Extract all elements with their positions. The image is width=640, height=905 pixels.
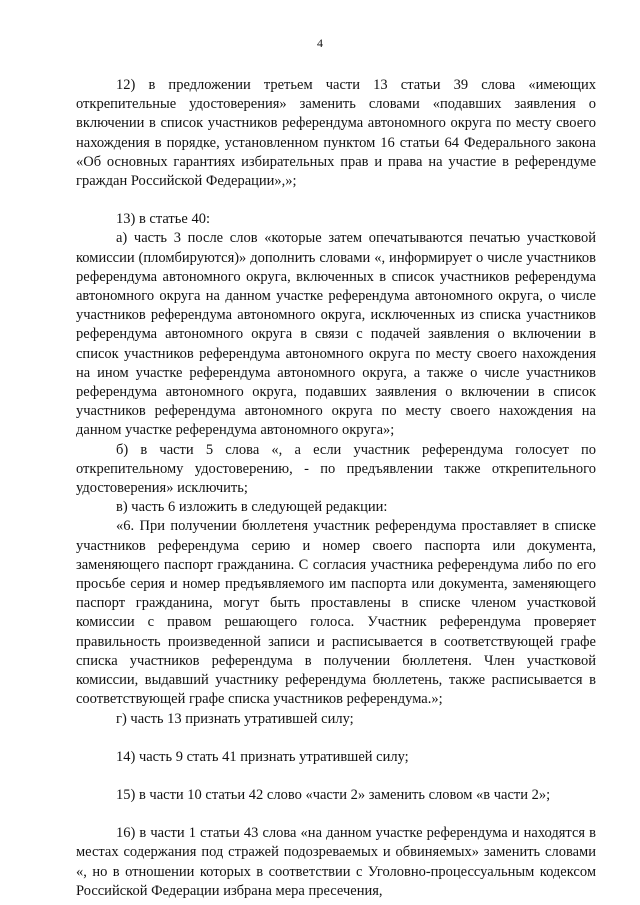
paragraph-item-13a: а) часть 3 после слов «которые затем опечатываются печатью участковой комиссии (пломбируются)» дополнить словами «, информирует о числе участников референдума автономного округа, включенных в список участников референдума автономного округа на данном участке референдума автономного округа, о числе участников референдума автономного округа, исключенных из списка участников референдума автономного округа в связи с подачей заявления о включении в список участников референдума автономного округа по месту своего нахождения на ином участке референдума автономного округа, а также о числе участников референдума автономного округа, подавших заявления о включении в список участников референдума автономного округа по месту своего нахождения на данном участке референдума автономного округа»; bbox=[76, 230, 596, 439]
paragraph-item-16: 16) в части 1 статьи 43 слова «на данном участке референдума и находятся в местах содержания под стражей подозреваемых и обвиняемых» заменить словами «, но в отношении которых в соответствии с Уголовно-процессуальным кодексом Российской Федерации избрана мера пресечения, bbox=[76, 825, 596, 899]
paragraph-item-14: 14) часть 9 стать 41 признать утратившей силу; bbox=[116, 748, 409, 765]
paragraph-item-13: 13) в статье 40: bbox=[116, 211, 210, 228]
paragraph-item-12: 12) в предложении третьем части 13 статьи 39 слова «имеющих открепительные удостоверения» заменить словами «подавших заявления о включении в список участников референдума автономного округа по месту своего нахождения в порядке, установленном пунктом 16 статьи 64 Федерального закона «Об основных гарантиях избирательных прав и права на участие в референдуме граждан Российской Федерации»,»; bbox=[76, 77, 596, 190]
paragraph-item-15: 15) в части 10 статьи 42 слово «части 2» заменить словом «в части 2»; bbox=[116, 786, 551, 803]
quoted-article-6: «6. При получении бюллетеня участник референдума проставляет в списке участников референдума серию и номер своего паспорта или документа, заменяющего паспорт гражданина. С согласия участника референдума либо по его просьбе серия и номер предъявляемого им паспорта или документа, заменяющего паспорт гражданина, могут быть проставлены в списке членом участковой комиссии с правом решающего голоса. Участник референдума проверяет правильность произведенной записи и расписывается в соответствующей графе списка участников референдума в получении бюллетеня. Член участковой комиссии, выдавший участнику референдума бюллетень, также расписывается в соответствующей графе списка участников референдума.»; bbox=[76, 518, 596, 708]
paragraph-item-13b: б) в части 5 слова «, а если участник референдума голосует по открепительному удостоверению, - по предъявлении также открепительного удостоверения» исключить; bbox=[76, 441, 596, 497]
page-number: 4 bbox=[317, 36, 323, 50]
paragraph-item-13g: г) часть 13 признать утратившей силу; bbox=[116, 710, 354, 727]
paragraph-item-13v: в) часть 6 изложить в следующей редакции: bbox=[116, 499, 388, 516]
document-body bbox=[76, 76, 596, 901]
